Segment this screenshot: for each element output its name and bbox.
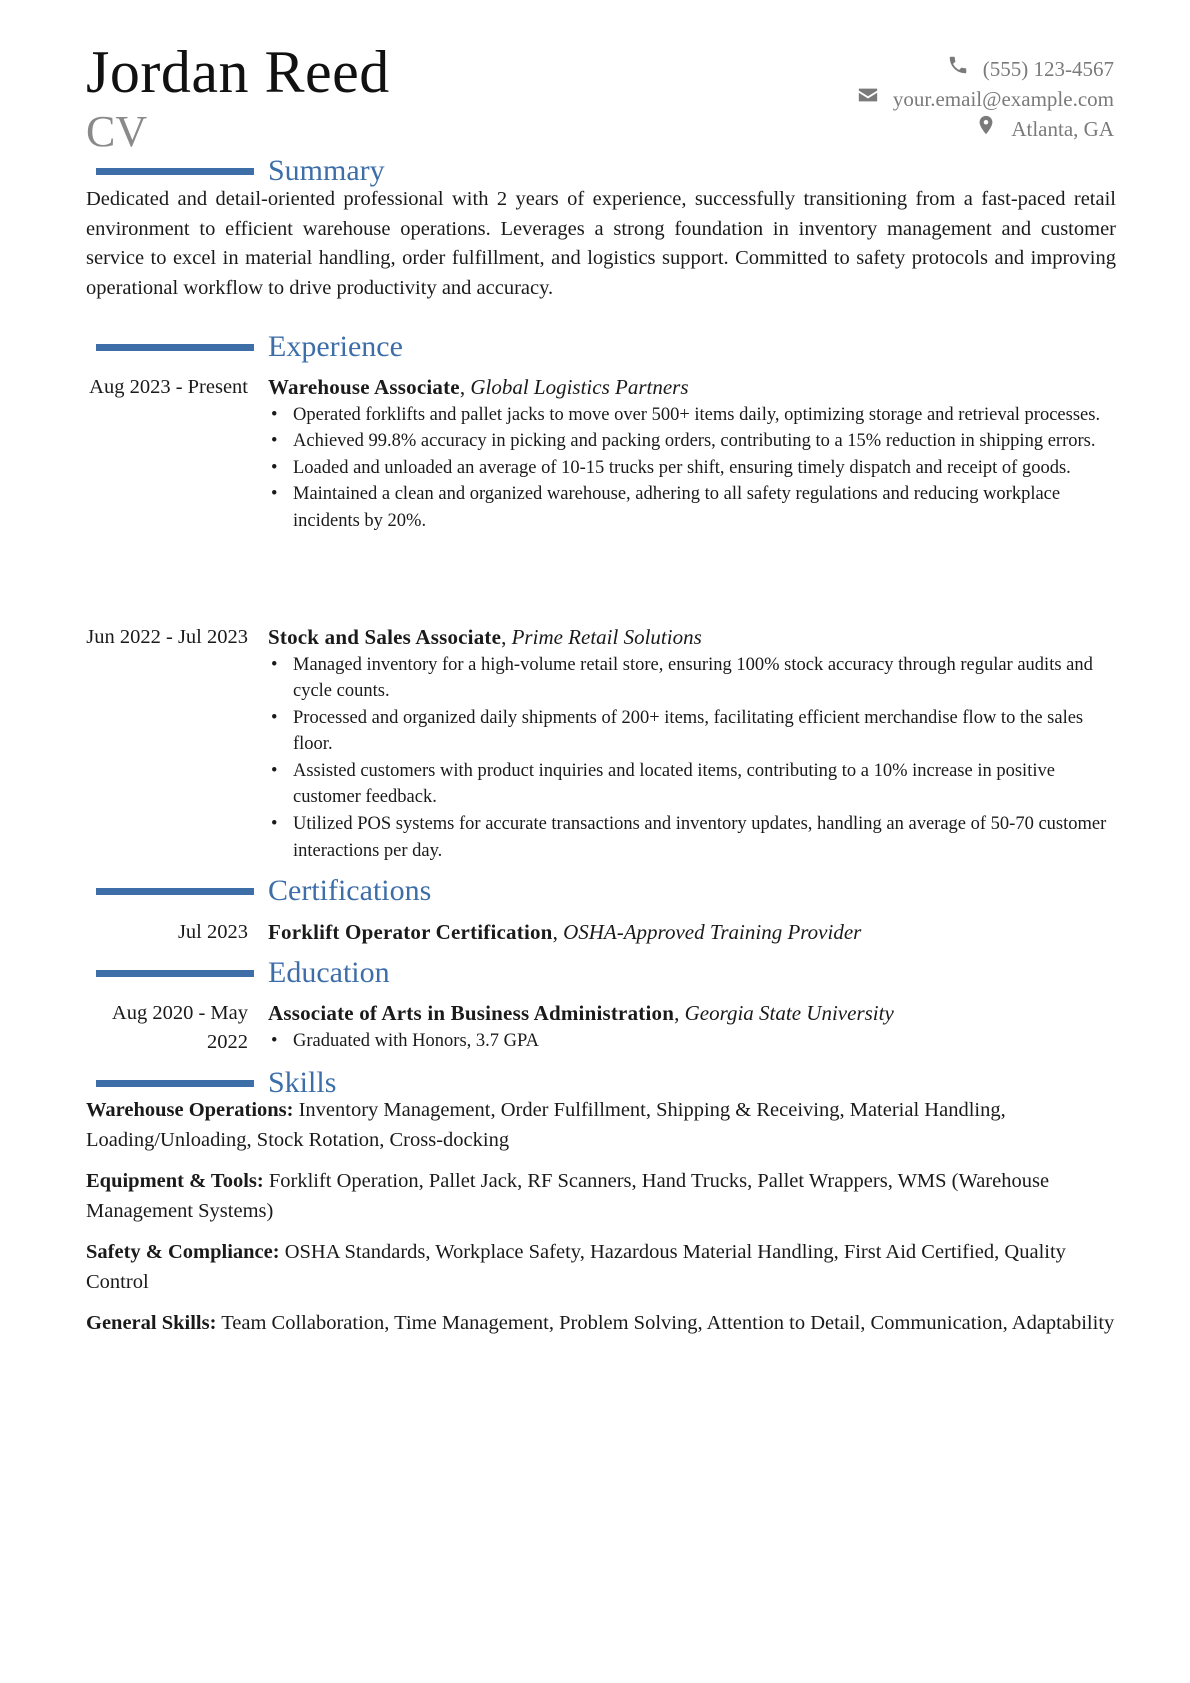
phone-number[interactable]: (555) 123-4567 [982,56,1114,81]
entry-date: Aug 2020 - May 2022 [111,1002,248,1053]
list-item: • Maintained a clean and organized warehouse, adhering to all safety regulations and reducing workplace incidents by 20%. [268,481,1116,534]
phone-icon [947,54,969,84]
list-item: • Managed inventory for a high-volume retail store, ensuring 100% stock accuracy through regular audits and cycle counts. [268,652,1116,705]
school: Georgia State University [684,1001,894,1025]
certifying-body: OSHA-Approved Training Provider [563,920,862,944]
bullet-list [268,402,1116,535]
skill-group [86,1238,1116,1297]
entry-heading: Stock and Sales Associate, Prime Retail Solutions [268,625,702,649]
map-pin-icon [975,114,997,144]
entry-body [268,918,1116,947]
section-title: Skills [268,1066,337,1099]
skill-group [86,1167,1116,1226]
contact-phone [857,54,1114,84]
entry-heading: Forklift Operator Certification, OSHA-Approved Training Provider [268,920,862,944]
list-item: • Utilized POS systems for accurate transactions and inventory updates, handling an average of 50-70 customer interactions per day. [268,811,1116,864]
skill-group [86,1309,1116,1339]
skill-group-label: Safety & Compliance: [86,1241,280,1263]
entry-date: Jul 2023 [177,921,248,943]
degree: Associate of Arts in Business Administration [268,1001,675,1025]
section-title: Experience [268,330,403,363]
skill-group-items: Inventory Management, Order Fulfillment, Shipping & Receiving, Material Handling, Loading/Unloading, Stock Rotation, Cross-docking [86,1099,1006,1151]
contact-email [857,84,1114,114]
summary-paragraph: Dedicated and detail-oriented professional with 2 years of experience, successfully transitioning from a fast-paced retail environment to efficient warehouse operations. Leverages a strong foundation in inventory management and customer service to excel in material handling, order fulfillment, and logistics support. Committed to safety protocols and improving operational workflow to drive productivity and accuracy. [86,188,1116,299]
employer: Global Logistics Partners [470,375,689,399]
certification-title: Forklift Operator Certification [268,920,553,944]
section-title: Certifications [268,874,432,907]
bullet-list [268,652,1116,865]
job-title: Stock and Sales Associate [268,625,502,649]
skill-group-items: Team Collaboration, Time Management, Problem Solving, Attention to Detail, Communication, Adaptability [221,1312,1115,1334]
skill-group-label: General Skills: [86,1312,217,1334]
list-item: • Graduated with Honors, 3.7 GPA [268,1028,1116,1055]
list-item: • Achieved 99.8% accuracy in picking and packing orders, contributing to a 15% reduction in shipping errors. [268,428,1116,455]
section-rule [96,970,254,977]
contact-block [857,54,1114,144]
entry-heading: Warehouse Associate, Global Logistics Partners [268,375,689,399]
section-rule [96,168,254,175]
skill-group-label: Warehouse Operations: [86,1099,294,1121]
section-title: Summary [268,154,385,187]
entry-date: Aug 2023 - Present [89,376,248,398]
employer: Prime Retail Solutions [511,625,702,649]
location-text: Atlanta, GA [1011,116,1114,141]
entry-heading: Associate of Arts in Business Administration, Georgia State University [268,1001,894,1025]
candidate-name: Jordan Reed [86,39,390,105]
list-item: • Loaded and unloaded an average of 10-15 trucks per shift, ensuring timely dispatch and receipt of goods. [268,455,1116,482]
entry-body [268,373,1116,534]
list-item: • Processed and organized daily shipments of 200+ items, facilitating efficient merchandise flow to the sales floor. [268,705,1116,758]
email-address[interactable]: your.email@example.com [892,86,1114,111]
section-rule [96,344,254,351]
section-rule [96,1080,254,1087]
entry-body [268,999,1116,1054]
skill-group-items: OSHA Standards, Workplace Safety, Hazardous Material Handling, First Aid Certified, Quality Control [86,1241,1066,1293]
skill-group-label: Equipment & Tools: [86,1170,264,1192]
envelope-icon [857,84,879,114]
list-item: • Assisted customers with product inquiries and located items, contributing to a 10% increase in positive customer feedback. [268,758,1116,811]
job-title: Warehouse Associate [268,375,460,399]
document-type: CV [86,107,148,156]
bullet-list [268,1028,1116,1055]
list-item: • Operated forklifts and pallet jacks to move over 500+ items daily, optimizing storage and retrieval processes. [268,402,1116,429]
section-title: Education [268,956,390,989]
section-rule [96,888,254,895]
entry-date: Jun 2022 - Jul 2023 [86,626,248,648]
skill-group [86,1096,1116,1155]
contact-location [857,114,1114,144]
skill-group-items: Forklift Operation, Pallet Jack, RF Scanners, Hand Trucks, Pallet Wrappers, WMS (Warehouse Management Systems) [86,1170,1050,1222]
entry-body [268,623,1116,864]
